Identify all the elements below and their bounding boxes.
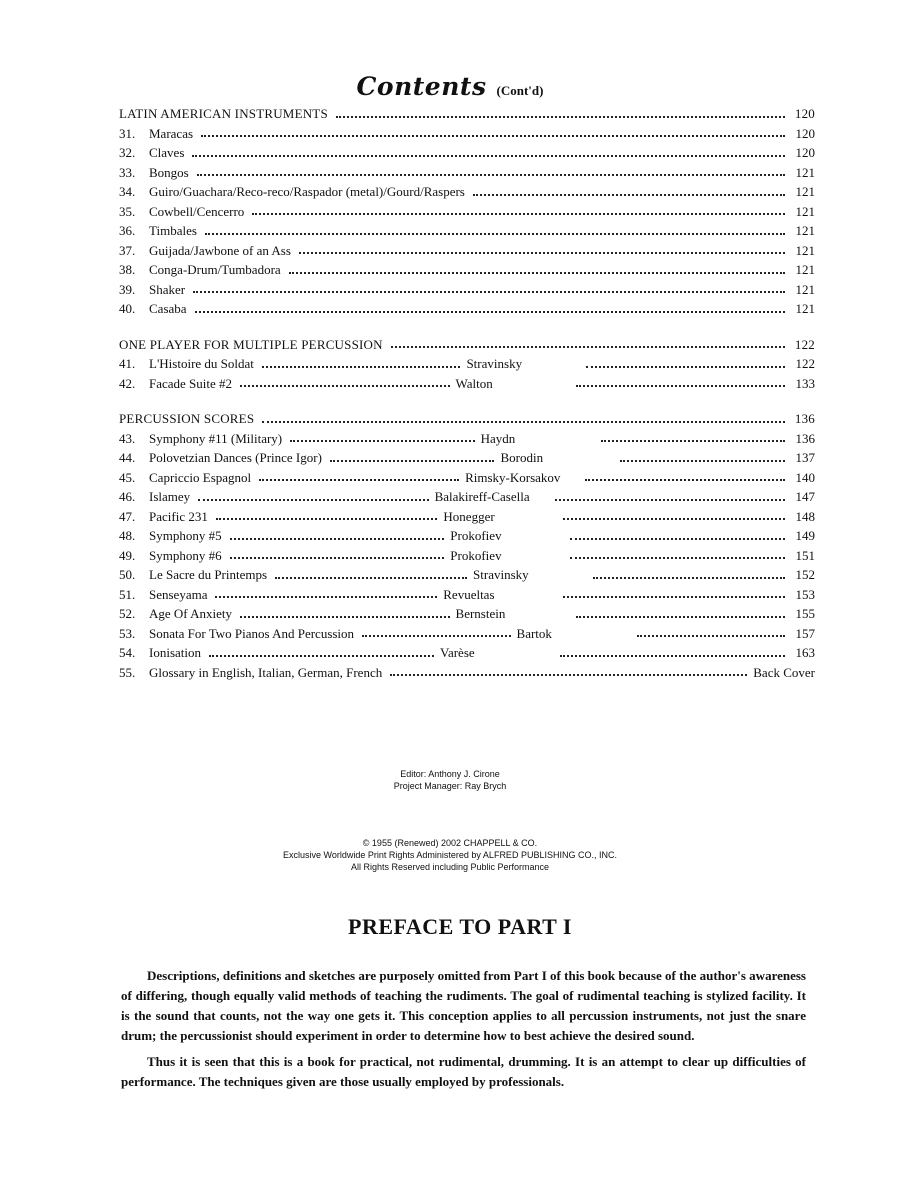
entry-title: Timbales bbox=[149, 223, 197, 238]
section-page: 120 bbox=[794, 106, 815, 121]
entry-number: 50. bbox=[119, 567, 136, 582]
entry-page: 121 bbox=[795, 281, 815, 297]
toc-entry-row bbox=[119, 487, 815, 507]
entry-title: Glossary in English, Italian, German, French bbox=[149, 664, 383, 680]
entry-title: Conga-Drum/Tumbadora bbox=[149, 262, 281, 277]
dot-leader bbox=[201, 135, 785, 137]
dot-leader bbox=[637, 635, 785, 637]
entry-composer: Prokofiev bbox=[450, 547, 502, 563]
dot-leader bbox=[330, 460, 495, 462]
dot-leader bbox=[262, 421, 785, 423]
entry-composer: Bartok bbox=[516, 625, 552, 641]
entry-title: Pacific 231 bbox=[149, 508, 208, 524]
dot-leader bbox=[198, 499, 428, 501]
entry-page: 121 bbox=[795, 301, 815, 316]
toc-entry-row bbox=[119, 124, 815, 144]
entry-number: 54. bbox=[119, 645, 136, 660]
dot-leader bbox=[570, 557, 785, 559]
toc-entry-row bbox=[119, 182, 815, 202]
entry-number: 40. bbox=[119, 301, 136, 316]
credits-block bbox=[0, 768, 900, 792]
toc-entry-row bbox=[119, 448, 815, 468]
entry-title: Sonata For Two Pianos And Percussion bbox=[149, 625, 355, 641]
toc-section-row bbox=[119, 335, 815, 355]
dot-leader bbox=[192, 155, 785, 157]
entry-composer: Borodin bbox=[500, 450, 544, 465]
dot-leader bbox=[240, 385, 449, 387]
dot-leader bbox=[473, 194, 785, 196]
entry-title: Polovetzian Dances (Prince Igor) bbox=[149, 450, 322, 465]
entry-page: 149 bbox=[795, 528, 815, 543]
entry-page: 121 bbox=[795, 164, 815, 180]
entry-title: Symphony #6 bbox=[149, 547, 222, 563]
preface-body bbox=[121, 966, 806, 1098]
section-gap bbox=[119, 393, 815, 409]
entry-composer: Balakireff-Casella bbox=[434, 489, 530, 504]
preface-paragraph: Descriptions, definitions and sketches are purposely omitted from Part I of this book because of the author's awareness of differing, though equally valid methods of teaching the rudiments. The goal of rudimental teaching is stylized facility. It is the sound that counts, not the way one gets it. This conception applies to all percussion instruments, not just the snare drum; the percussionist should experiment in order to determine how to best achieve the desired sound. bbox=[121, 968, 806, 1043]
entry-title: L'Histoire du Soldat bbox=[149, 356, 254, 371]
dot-leader bbox=[205, 233, 785, 235]
entry-number: 35. bbox=[119, 203, 136, 219]
entry-title: Facade Suite #2 bbox=[149, 375, 233, 391]
entry-page: 122 bbox=[795, 356, 816, 371]
entry-number: 32. bbox=[119, 145, 136, 160]
entry-composer: Prokofiev bbox=[450, 528, 502, 543]
dot-leader bbox=[576, 385, 785, 387]
dot-leader bbox=[197, 174, 785, 176]
entry-title: Symphony #11 (Military) bbox=[149, 430, 283, 446]
toc-entry-row bbox=[119, 643, 815, 663]
entry-page: 147 bbox=[795, 489, 815, 504]
entry-title: Islamey bbox=[149, 489, 191, 504]
entry-number: 41. bbox=[119, 356, 136, 371]
entry-number: 49. bbox=[119, 547, 136, 563]
entry-page: 152 bbox=[795, 567, 815, 582]
entry-number: 37. bbox=[119, 242, 136, 258]
entry-number: 53. bbox=[119, 625, 136, 641]
toc-entry-row bbox=[119, 429, 815, 449]
dot-leader bbox=[560, 655, 785, 657]
dot-leader bbox=[259, 479, 459, 481]
toc-entry-row bbox=[119, 526, 815, 546]
entry-title: Guijada/Jawbone of an Ass bbox=[149, 242, 291, 258]
entry-number: 51. bbox=[119, 586, 136, 602]
entry-page: 140 bbox=[795, 469, 816, 485]
entry-number: 55. bbox=[119, 664, 136, 680]
dot-leader bbox=[230, 538, 445, 540]
section-heading: ONE PLAYER FOR MULTIPLE PERCUSSION bbox=[119, 336, 383, 352]
entry-page: 121 bbox=[795, 203, 815, 219]
entry-page: 121 bbox=[795, 242, 815, 258]
entry-page: 121 bbox=[795, 184, 815, 199]
toc-entry-row bbox=[119, 374, 815, 394]
toc-section-row bbox=[119, 409, 815, 429]
entry-number: 48. bbox=[119, 528, 136, 543]
entry-title: Casaba bbox=[149, 301, 187, 316]
entry-title: Ionisation bbox=[149, 645, 201, 660]
entry-page: 163 bbox=[795, 645, 815, 660]
entry-title: Maracas bbox=[149, 125, 194, 141]
entry-number: 38. bbox=[119, 262, 136, 277]
entry-number: 34. bbox=[119, 184, 136, 199]
dot-leader bbox=[195, 311, 785, 313]
dot-leader bbox=[390, 674, 747, 676]
toc-entry-row bbox=[119, 299, 815, 319]
entry-number: 33. bbox=[119, 164, 136, 180]
entry-page: Back Cover bbox=[753, 664, 815, 680]
dot-leader bbox=[230, 557, 445, 559]
dot-leader bbox=[275, 577, 467, 579]
dot-leader bbox=[555, 499, 785, 501]
entry-title: Claves bbox=[149, 145, 185, 160]
dot-leader bbox=[299, 252, 785, 254]
section-gap bbox=[119, 319, 815, 335]
toc-entry-row bbox=[119, 604, 815, 624]
section-heading: LATIN AMERICAN INSTRUMENTS bbox=[119, 106, 328, 121]
entry-composer: Stravinsky bbox=[466, 356, 523, 371]
entry-page: 157 bbox=[795, 625, 815, 641]
entry-number: 46. bbox=[119, 489, 136, 504]
entry-title: Guiro/Guachara/Reco-reco/Raspador (metal)/Gourd/Raspers bbox=[149, 184, 465, 199]
entry-page: 120 bbox=[795, 145, 815, 160]
entry-title: Senseyama bbox=[149, 586, 208, 602]
copyright-block bbox=[0, 837, 900, 873]
entry-number: 45. bbox=[119, 469, 136, 485]
entry-page: 153 bbox=[795, 586, 816, 602]
toc-entry-row bbox=[119, 221, 815, 241]
entry-title: Capriccio Espagnol bbox=[149, 469, 252, 485]
entry-number: 52. bbox=[119, 606, 136, 621]
toc-entry-row bbox=[119, 565, 815, 585]
print-rights-line: Exclusive Worldwide Print Rights Administered by ALFRED PUBLISHING CO., INC. bbox=[283, 850, 617, 860]
entry-page: 155 bbox=[795, 606, 816, 621]
dot-leader bbox=[262, 366, 461, 368]
dot-leader bbox=[336, 116, 785, 118]
dot-leader bbox=[563, 518, 785, 520]
entry-page: 133 bbox=[795, 375, 816, 391]
dot-leader bbox=[391, 346, 785, 348]
dot-leader bbox=[209, 655, 434, 657]
entry-title: Cowbell/Cencerro bbox=[149, 203, 245, 219]
entry-page: 137 bbox=[795, 450, 816, 465]
entry-number: 43. bbox=[119, 430, 136, 446]
toc-entry-row bbox=[119, 468, 815, 488]
entry-title: Shaker bbox=[149, 281, 186, 297]
entry-composer: Haydn bbox=[480, 430, 516, 446]
contents-subheading: (Cont'd) bbox=[496, 83, 544, 98]
dot-leader bbox=[576, 616, 785, 618]
toc-section-row bbox=[119, 104, 815, 124]
toc-entry-row bbox=[119, 546, 815, 566]
entry-page: 120 bbox=[795, 125, 815, 141]
entry-page: 148 bbox=[795, 508, 815, 524]
entry-page: 136 bbox=[795, 430, 815, 446]
toc-entry-row bbox=[119, 585, 815, 605]
table-of-contents bbox=[119, 104, 815, 682]
toc-entry-row bbox=[119, 354, 815, 374]
dot-leader bbox=[563, 596, 785, 598]
entry-composer: Walton bbox=[455, 375, 493, 391]
dot-leader bbox=[240, 616, 449, 618]
dot-leader bbox=[193, 291, 785, 293]
entry-title: Le Sacre du Printemps bbox=[149, 567, 268, 582]
toc-entry-row bbox=[119, 202, 815, 222]
contents-heading: Contents bbox=[356, 72, 487, 101]
manager-credit: Project Manager: Ray Brych bbox=[393, 781, 507, 791]
rights-reserved-line: All Rights Reserved including Public Performance bbox=[350, 862, 550, 872]
toc-entry-row bbox=[119, 507, 815, 527]
section-heading: PERCUSSION SCORES bbox=[119, 411, 255, 426]
entry-composer: Revueltas bbox=[443, 586, 495, 602]
dot-leader bbox=[290, 440, 474, 442]
entry-number: 36. bbox=[119, 223, 136, 238]
dot-leader bbox=[215, 596, 437, 598]
entry-number: 31. bbox=[119, 125, 136, 141]
preface-paragraph: Thus it is seen that this is a book for practical, not rudimental, drumming. It is an attempt to clear up difficulties of performance. The techniques given are those usually employed by professionals. bbox=[121, 1054, 806, 1089]
dot-leader bbox=[216, 518, 438, 520]
dot-leader bbox=[585, 479, 785, 481]
toc-entry-row bbox=[119, 624, 815, 644]
entry-number: 39. bbox=[119, 281, 136, 297]
toc-entry-row bbox=[119, 163, 815, 183]
copyright-line: © 1955 (Renewed) 2002 CHAPPELL & CO. bbox=[362, 838, 538, 848]
entry-title: Age Of Anxiety bbox=[149, 606, 233, 621]
toc-entry-row bbox=[119, 280, 815, 300]
dot-leader bbox=[252, 213, 785, 215]
section-page: 136 bbox=[794, 411, 815, 426]
preface-title: PREFACE TO PART I bbox=[348, 914, 572, 939]
dot-leader bbox=[362, 635, 510, 637]
entry-page: 121 bbox=[795, 262, 815, 277]
entry-page: 121 bbox=[795, 223, 815, 238]
dot-leader bbox=[601, 440, 785, 442]
entry-number: 44. bbox=[119, 450, 136, 465]
entry-number: 47. bbox=[119, 508, 136, 524]
dot-leader bbox=[620, 460, 785, 462]
toc-entry-row bbox=[119, 241, 815, 261]
dot-leader bbox=[593, 577, 785, 579]
contents-title bbox=[0, 72, 900, 101]
entry-title: Bongos bbox=[149, 164, 189, 180]
entry-page: 151 bbox=[795, 547, 815, 563]
entry-composer: Rimsky-Korsakov bbox=[465, 469, 561, 485]
dot-leader bbox=[570, 538, 785, 540]
entry-composer: Varèse bbox=[440, 645, 475, 660]
dot-leader bbox=[289, 272, 785, 274]
entry-number: 42. bbox=[119, 375, 136, 391]
toc-entry-row bbox=[119, 663, 815, 683]
toc-entry-row bbox=[119, 143, 815, 163]
toc-entry-row bbox=[119, 260, 815, 280]
entry-composer: Stravinsky bbox=[473, 567, 529, 582]
dot-leader bbox=[586, 366, 785, 368]
entry-title: Symphony #5 bbox=[149, 528, 222, 543]
editor-credit: Editor: Anthony J. Cirone bbox=[400, 769, 500, 779]
entry-composer: Honegger bbox=[443, 508, 495, 524]
entry-composer: Bernstein bbox=[455, 606, 506, 621]
section-page: 122 bbox=[794, 336, 815, 352]
